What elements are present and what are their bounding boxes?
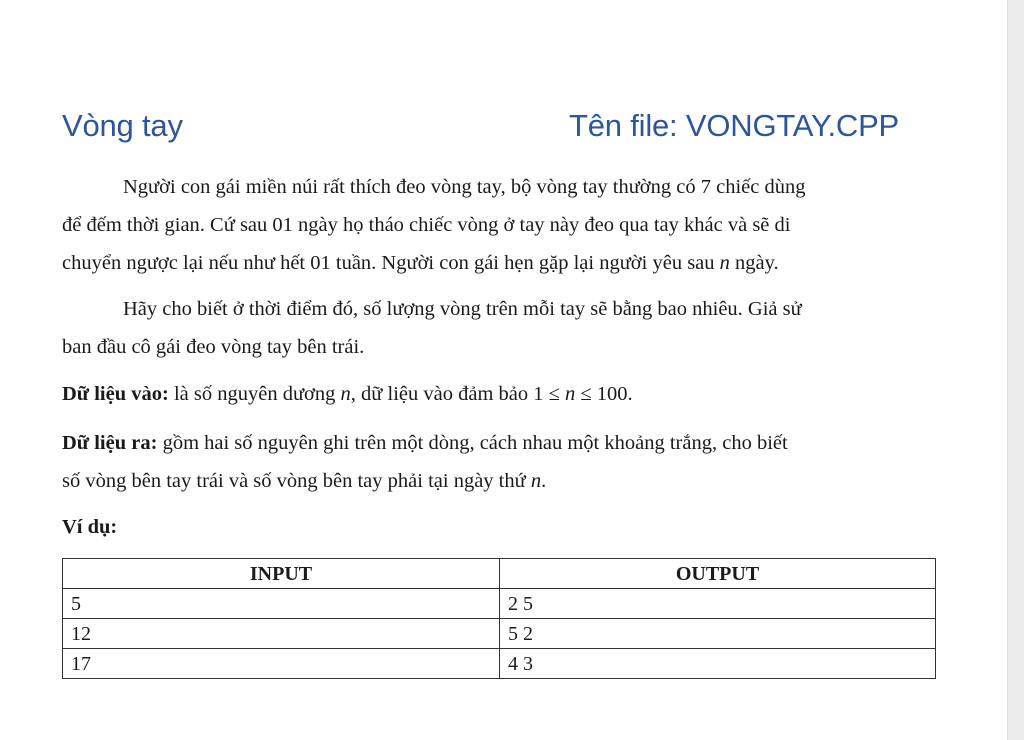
- story-line-1: Người con gái miền núi rất thích đeo vòng tay, bộ vòng tay thường có 7 chiếc dùng: [123, 176, 806, 198]
- output-cell: 2 5: [500, 589, 936, 619]
- question-line-2: ban đầu cô gái đeo vòng tay bên trái.: [62, 336, 365, 358]
- table-header-row: [63, 559, 936, 589]
- story-line-3: [62, 244, 938, 282]
- output-line-2: [62, 462, 938, 500]
- output-line-1: [62, 424, 938, 462]
- file-name-label: Tên file: VONGTAY.CPP: [569, 108, 900, 143]
- story-line-2: để đếm thời gian. Cứ sau 01 ngày họ tháo chiếc vòng ở tay này đeo qua tay khác và sẽ di: [62, 214, 791, 236]
- input-cell: 17: [63, 649, 500, 679]
- table-row: [63, 619, 936, 649]
- header-output: OUTPUT: [500, 559, 936, 589]
- problem-title: Vòng tay: [62, 108, 183, 143]
- story-line-3-text: chuyển ngược lại nếu như hết 01 tuần. Người con gái hẹn gặp lại người yêu sau: [62, 252, 720, 274]
- example-label: Ví dụ:: [62, 516, 118, 538]
- input-description: [62, 375, 938, 413]
- question-line-1: Hãy cho biết ở thời điểm đó, số lượng vòng trên mỗi tay sẽ bằng bao nhiêu. Giả sử: [123, 298, 802, 320]
- story-paragraph: [62, 168, 938, 282]
- input-line: [62, 375, 938, 413]
- header-input: INPUT: [63, 559, 500, 589]
- output-description: [62, 424, 938, 500]
- question-paragraph: [62, 290, 938, 366]
- input-cell: 12: [63, 619, 500, 649]
- output-text-end: .: [541, 470, 547, 492]
- variable-n: n: [565, 383, 576, 405]
- story-line-3-end: ngày.: [729, 252, 779, 274]
- input-constraint-end: ≤ 100.: [575, 383, 633, 405]
- output-text: gồm hai số nguyên ghi trên một dòng, cách nhau một khoảng trắng, cho biết: [157, 432, 788, 454]
- variable-n: n: [719, 252, 730, 274]
- input-constraint: , dữ liệu vào đảm bảo 1 ≤: [350, 383, 566, 405]
- input-cell: 5: [63, 589, 500, 619]
- table-row: [63, 649, 936, 679]
- example-table: [62, 558, 936, 679]
- variable-n: n: [340, 383, 351, 405]
- output-label: Dữ liệu ra:: [62, 432, 158, 454]
- output-text-2: số vòng bên tay trái và số vòng bên tay phải tại ngày thứ: [62, 470, 531, 492]
- vertical-scrollbar[interactable]: [1007, 0, 1024, 740]
- input-label: Dữ liệu vào:: [62, 383, 169, 405]
- example-heading: [62, 508, 938, 546]
- table-row: [63, 589, 936, 619]
- output-cell: 5 2: [500, 619, 936, 649]
- output-cell: 4 3: [500, 649, 936, 679]
- input-text: là số nguyên dương: [168, 383, 341, 405]
- heading-row: [62, 108, 938, 152]
- variable-n: n: [530, 470, 542, 492]
